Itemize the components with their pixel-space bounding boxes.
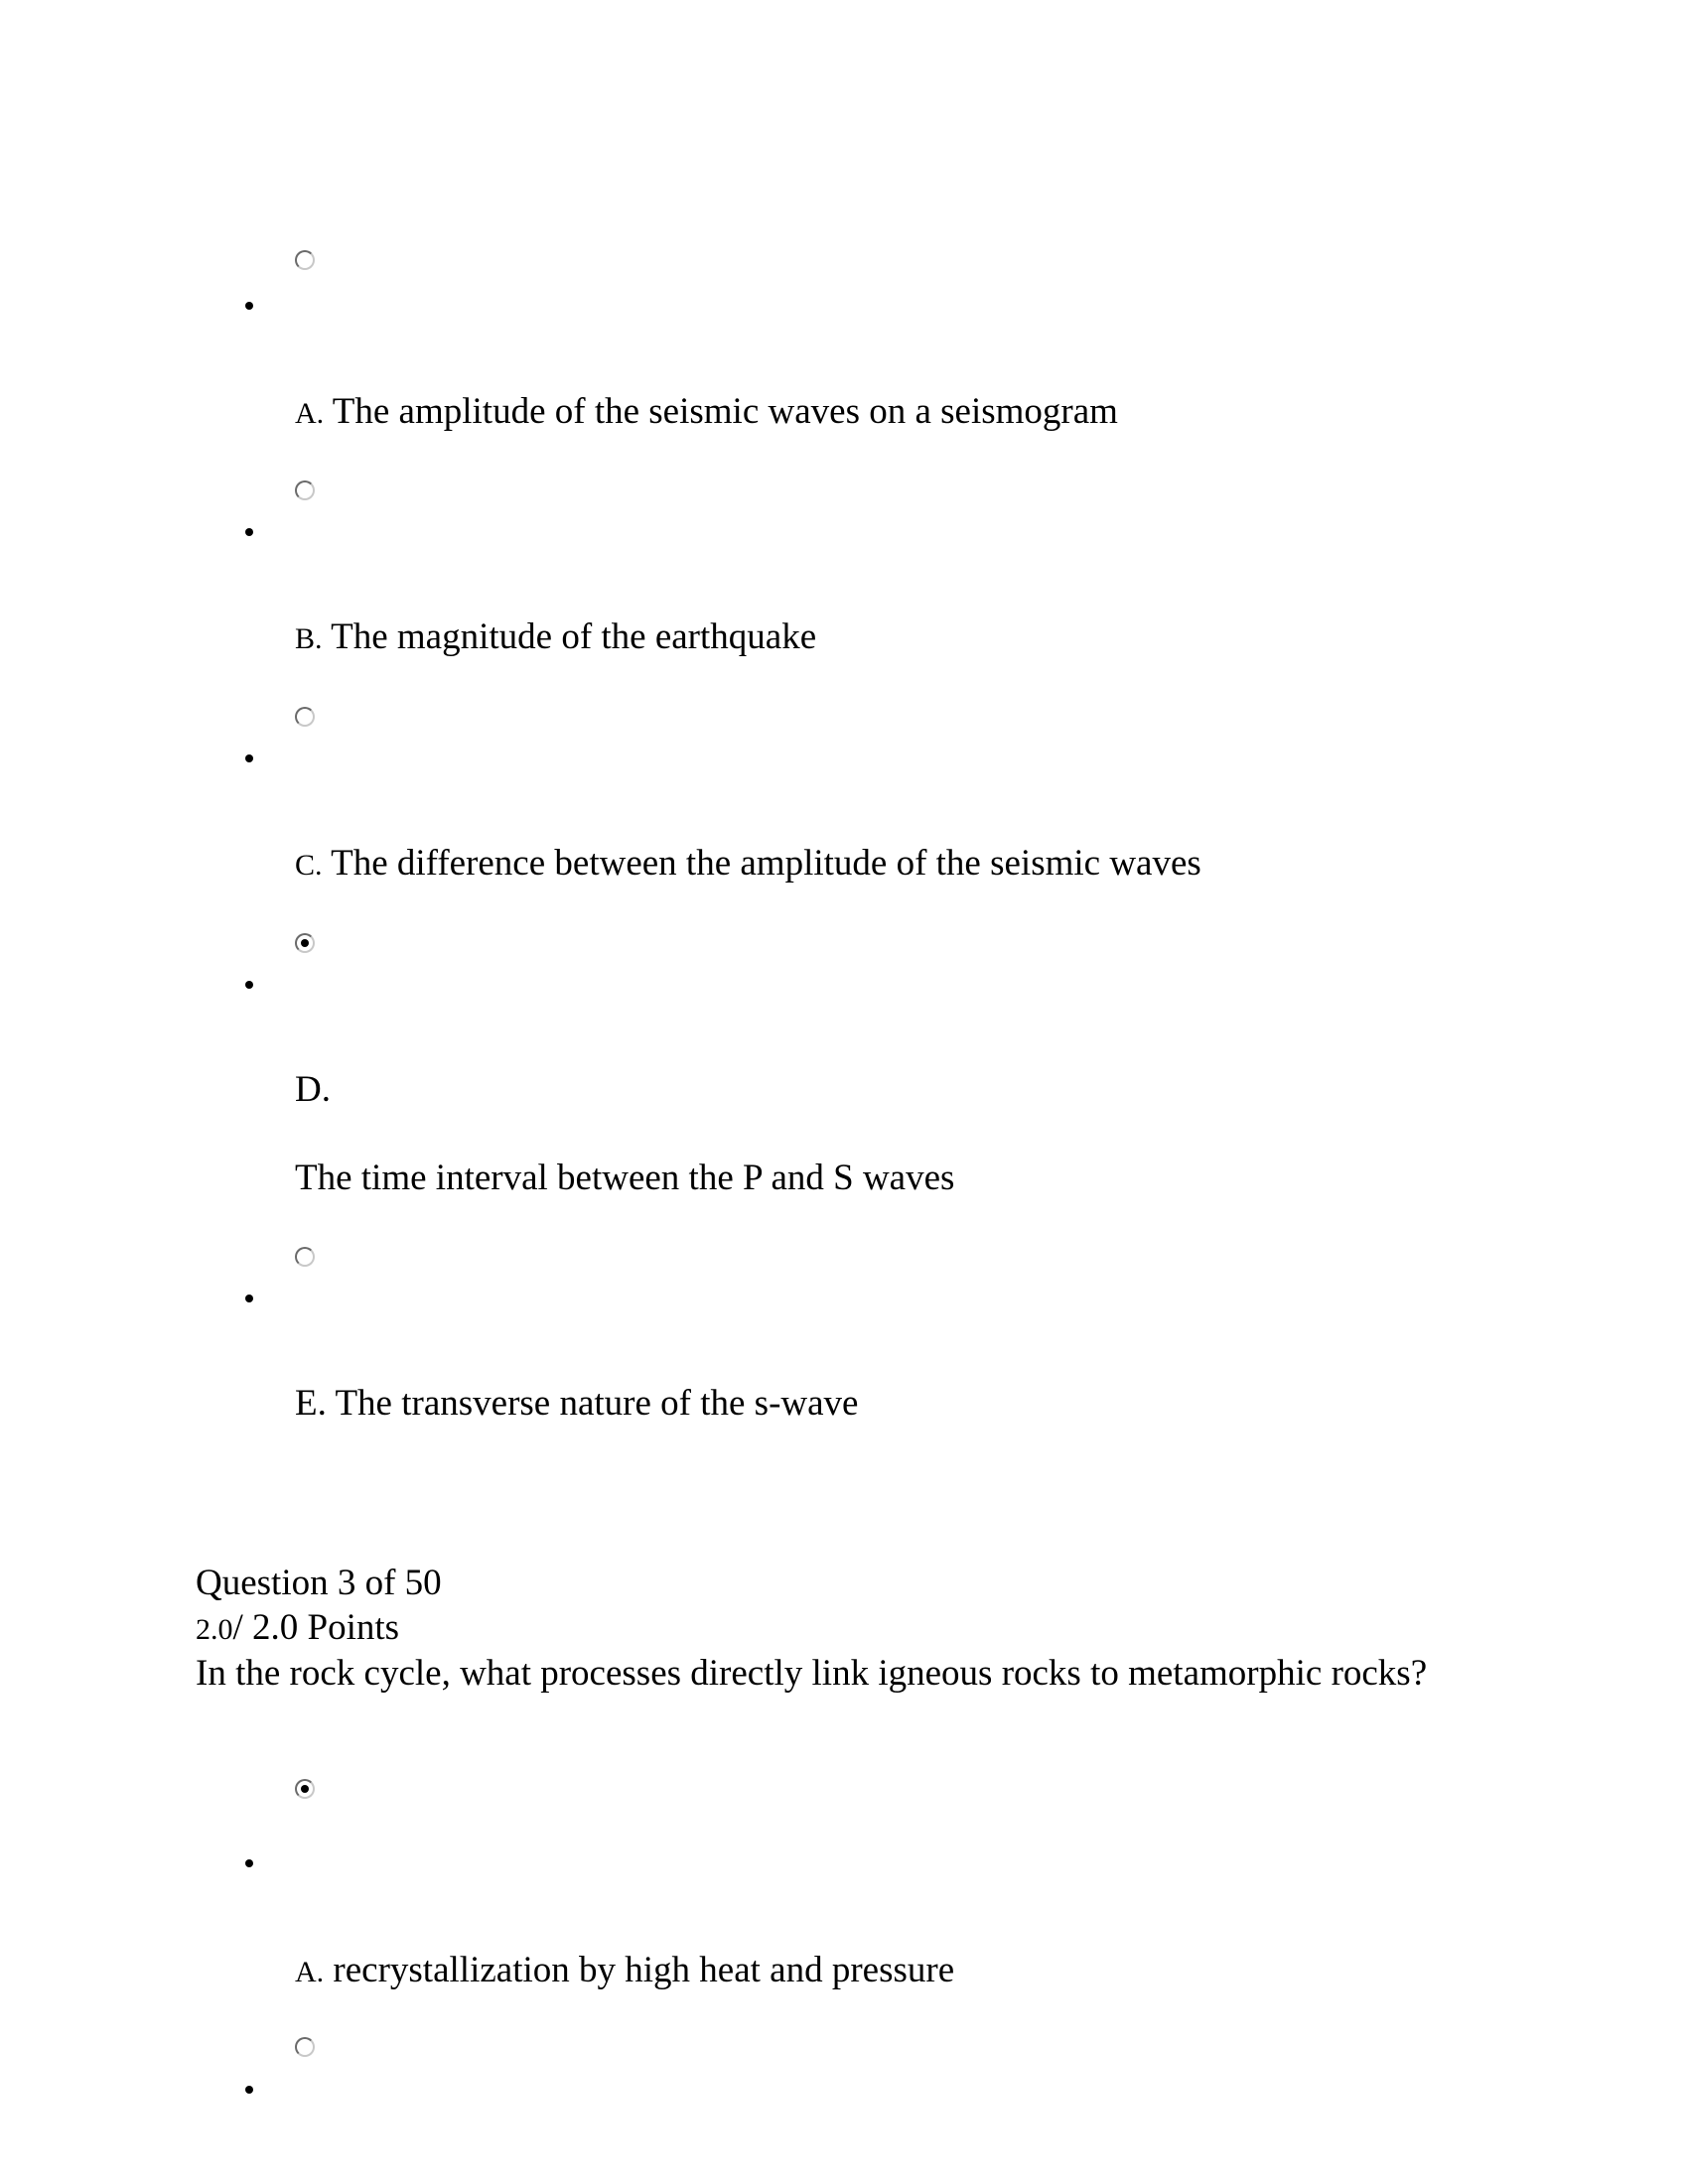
question-prompt: In the rock cycle, what processes directly link igneous rocks to metamorphic rocks? bbox=[196, 1653, 1428, 1694]
option-d-radio[interactable] bbox=[295, 933, 315, 953]
option-c-label[interactable] bbox=[295, 842, 1201, 887]
q3-option-b-radio[interactable] bbox=[295, 2037, 315, 2057]
question-score bbox=[196, 1606, 399, 1652]
option-a-radio[interactable] bbox=[295, 250, 315, 270]
bullet-icon bbox=[245, 1859, 253, 1867]
option-text: The magnitude of the earthquake bbox=[331, 616, 817, 657]
option-text: recrystallization by high heat and pressure bbox=[333, 1950, 955, 1990]
q3-option-a-radio[interactable] bbox=[295, 1779, 315, 1799]
q3-option-a-label[interactable] bbox=[295, 1949, 954, 1994]
option-e-radio[interactable] bbox=[295, 1247, 315, 1267]
option-b-label[interactable] bbox=[295, 615, 816, 661]
option-letter: C. bbox=[295, 849, 323, 882]
option-text: The transverse nature of the s-wave bbox=[335, 1383, 859, 1424]
score-total: / 2.0 Points bbox=[232, 1607, 400, 1648]
bullet-icon bbox=[245, 981, 253, 989]
bullet-icon bbox=[245, 528, 253, 536]
bullet-icon bbox=[245, 1295, 253, 1302]
option-b-radio[interactable] bbox=[295, 480, 315, 500]
option-a-label[interactable] bbox=[295, 390, 1118, 436]
radio-dot-icon bbox=[301, 939, 309, 947]
radio-dot-icon bbox=[301, 1785, 309, 1793]
question-header: Question 3 of 50 bbox=[196, 1563, 442, 1603]
bullet-icon bbox=[245, 754, 253, 762]
option-letter: A. bbox=[295, 397, 325, 430]
option-letter: E. bbox=[295, 1383, 327, 1424]
option-d-text[interactable]: The time interval between the P and S waves bbox=[295, 1158, 955, 1198]
score-earned: 2.0 bbox=[196, 1613, 233, 1646]
option-d-letter[interactable]: D. bbox=[295, 1069, 331, 1110]
bullet-icon bbox=[245, 302, 253, 310]
option-e-label[interactable] bbox=[295, 1382, 858, 1426]
option-letter: A. bbox=[295, 1956, 325, 1988]
option-text: The amplitude of the seismic waves on a seismogram bbox=[332, 391, 1118, 432]
option-letter: B. bbox=[295, 622, 323, 655]
option-text: The difference between the amplitude of the seismic waves bbox=[331, 843, 1201, 884]
option-c-radio[interactable] bbox=[295, 707, 315, 727]
bullet-icon bbox=[245, 2086, 253, 2094]
